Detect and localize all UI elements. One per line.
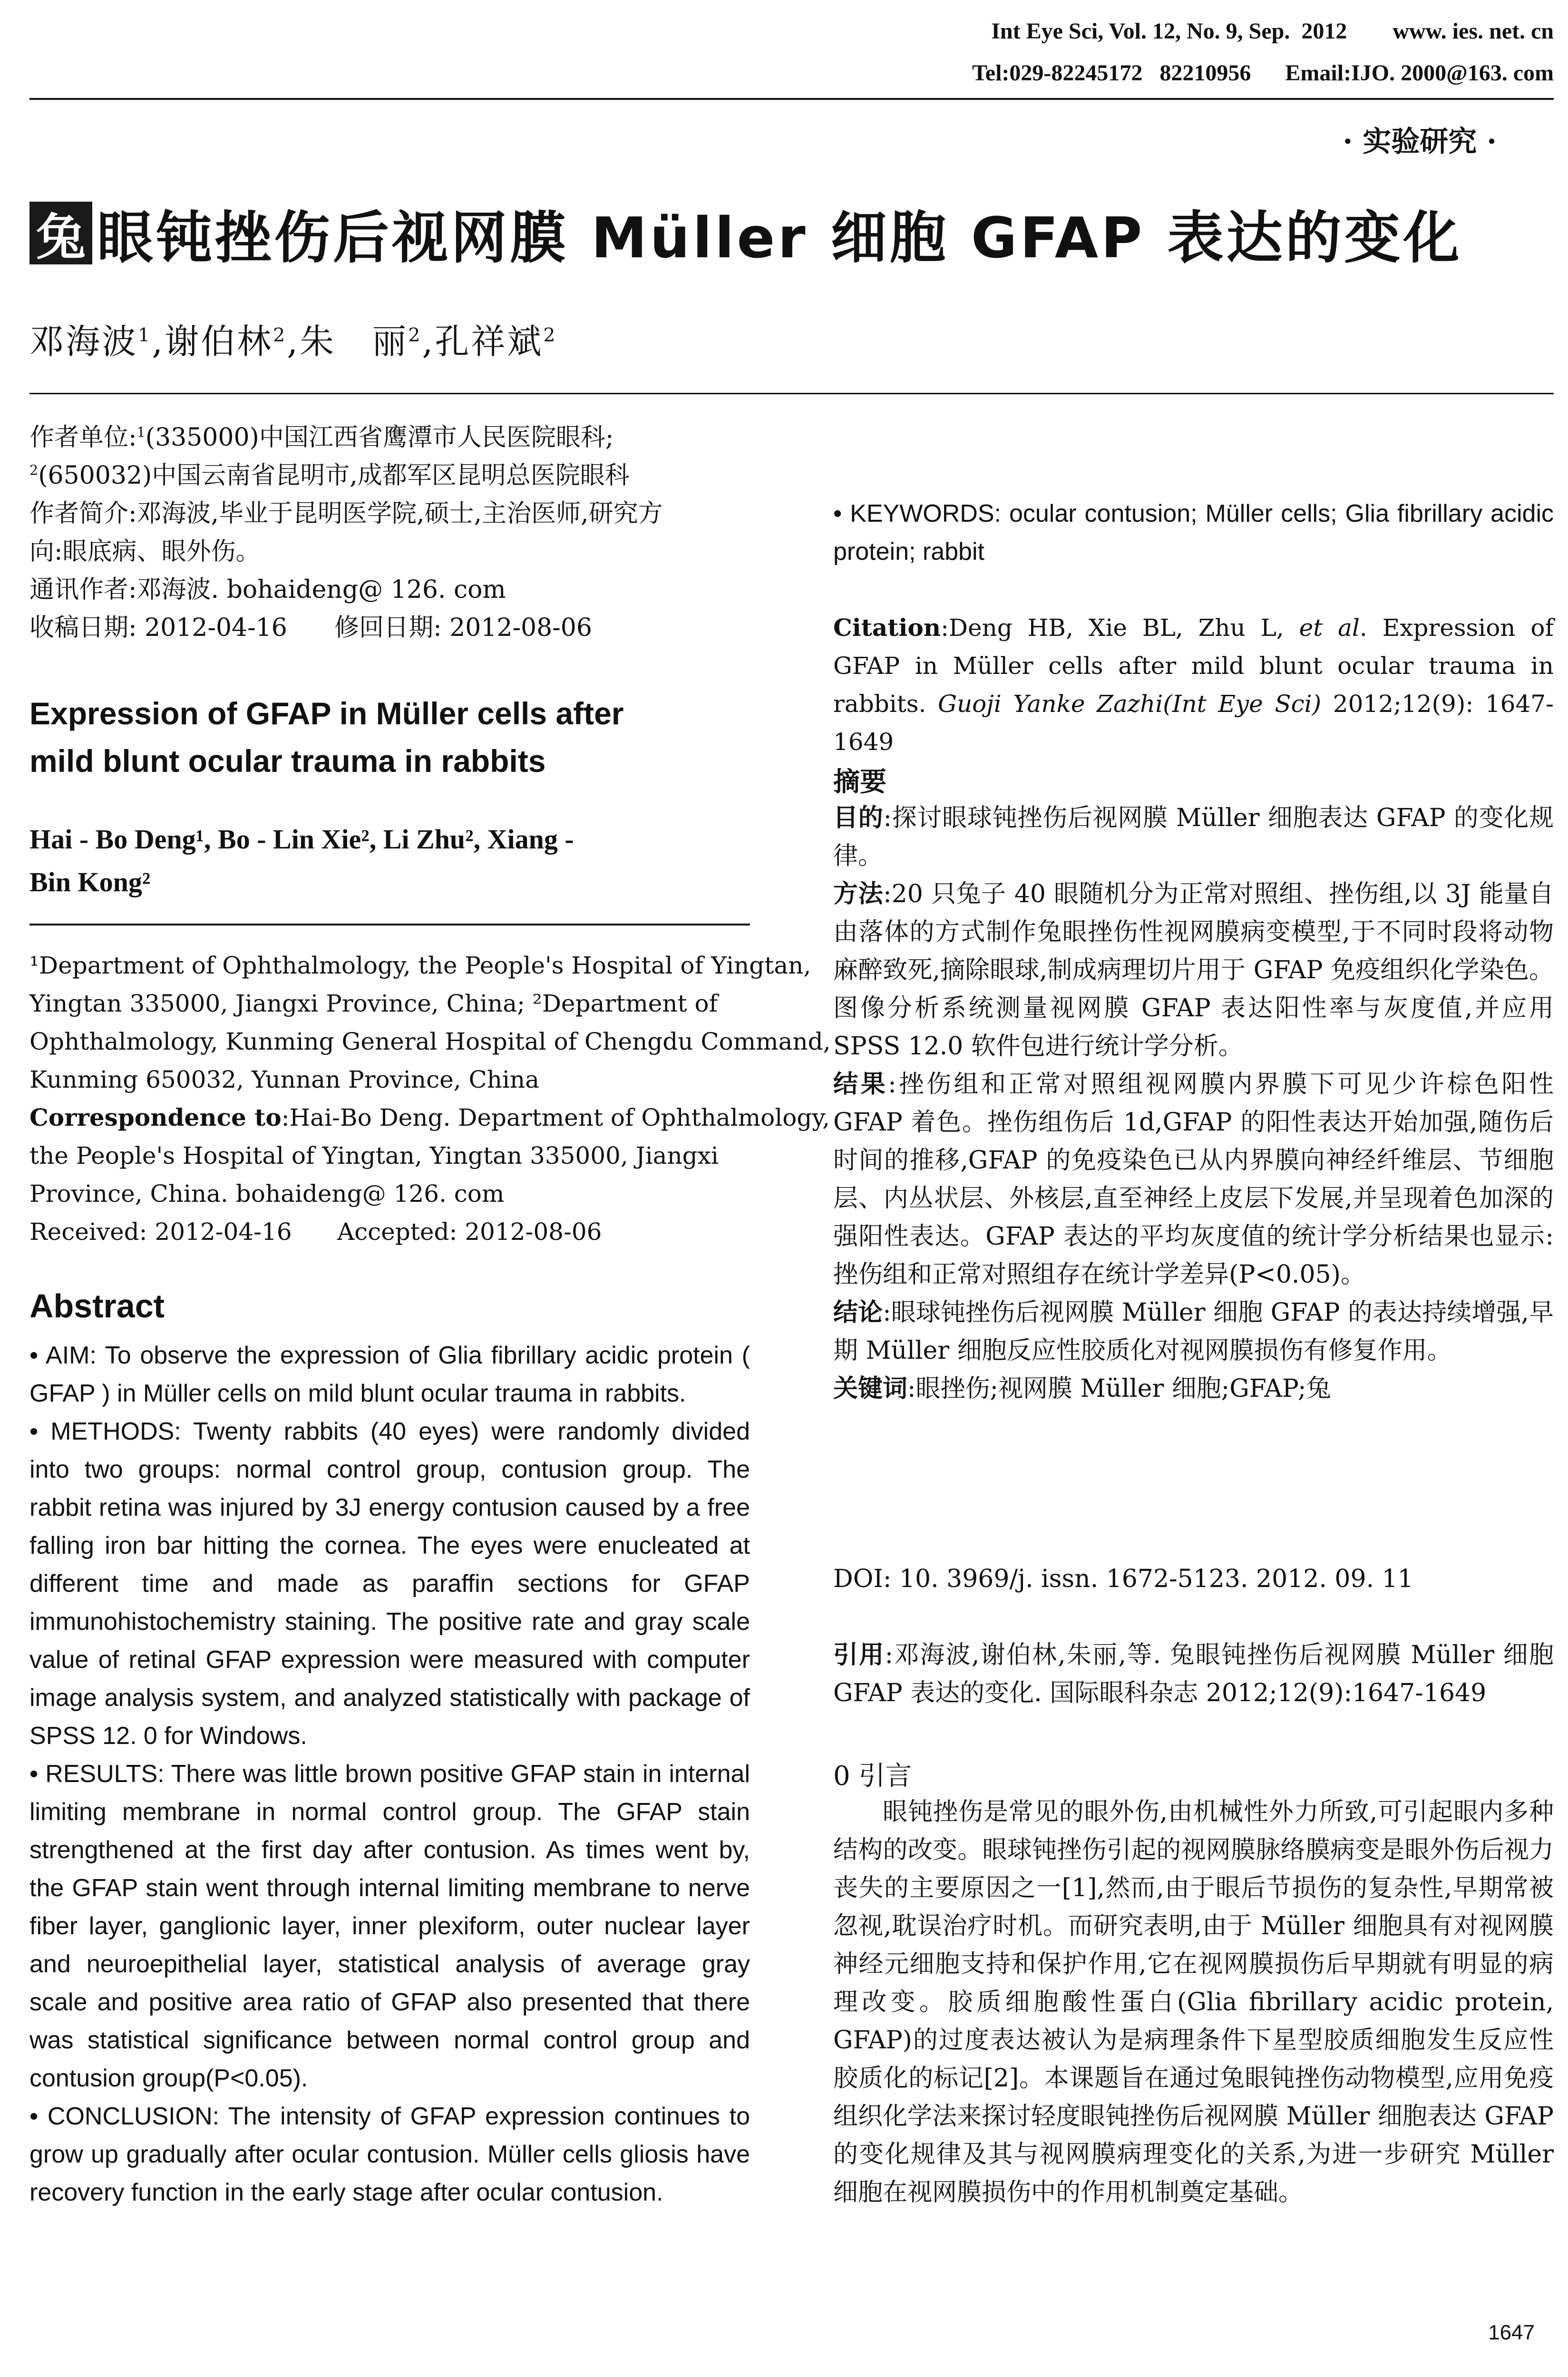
abstract-cn-methods: 方法:20 只兔子 40 眼随机分为正常对照组、挫伤组,以 3J 能量自由落体的方式制作兔眼挫伤性视网膜病变模型,于不同时段将动物麻醉致死,摘除眼球,制成病理切片用于 GFAP 免疫组织化学染色。图像分析系统测量视网膜 GFAP 表达阳性率与灰度值,并应用 SPSS 12.0 软件包进行统计学分析。: [833, 880, 1554, 1061]
dates-cn: 收稿日期: 2012-04-16 修回日期: 2012-08-06: [29, 614, 592, 642]
english-affiliation: ¹Department of Ophthalmology, the People's Hospital of Yingtan, Yingtan 335000, Jiangxi Province, China; ²Department of Ophthalmology, Kunming General Hospital of Chengdu Command, Kunming 650032, Yunnan Province, China Correspondence to:Hai-Bo Deng. Department of Ophthalmology, the People's Hospital of Yingtan, Yingtan 335000, Jiangxi Province, China. bohaideng@ 126. com Received: 2012-04-16 Accepted: 2012-08-06: [29, 952, 831, 1246]
english-authors: Hai - Bo Deng¹, Bo - Lin Xie², Li Zhu², Xiang - Bin Kong²: [29, 824, 574, 897]
page-number: 1647: [1488, 2321, 1535, 2344]
author-name: 孔祥斌: [435, 321, 544, 361]
title-block: [29, 200, 1462, 271]
abstract-cn-aim: 目的:探讨眼球钝挫伤后视网膜 Müller 细胞表达 GFAP 的变化规律。: [833, 804, 1554, 870]
abstract-cn-conclusion: 结论:眼球钝挫伤后视网膜 Müller 细胞 GFAP 的表达持续增强,早期 Müller 细胞反应性胶质化对视网膜损伤有修复作用。: [833, 1298, 1554, 1365]
citation-en: Citation:Deng HB, Xie BL, Zhu L, et al. Expression of GFAP in Müller cells after mild blunt ocular trauma in rabbits. Guoji Yanke Zazhi(Int Eye Sci) 2012;12(9): 1647-1649: [833, 614, 1554, 756]
section-tag: · 实验研究 ·: [1343, 125, 1497, 158]
abstract-en: [29, 1336, 750, 2211]
title-rule: [29, 393, 1554, 394]
journal-info: Int Eye Sci, Vol. 12, No. 9, Sep. 2012 www. ies. net. cn: [991, 19, 1554, 44]
citation-cn: 引用:邓海波,谢伯林,朱丽,等. 兔眼钝挫伤后视网膜 Müller 细胞 GFAP 表达的变化. 国际眼科杂志 2012;12(9):1647-1649: [833, 1641, 1554, 1707]
author-sup: 2: [543, 324, 557, 346]
intro-body: [833, 1793, 1554, 2211]
author-name: 邓海波: [29, 321, 138, 361]
left-column: [29, 419, 831, 2206]
abstract-cn-results: 结果:挫伤组和正常对照组视网膜内界膜下可见少许棕色阳性 GFAP 着色。挫伤组伤后 1d,GFAP 的阳性表达开始加强,随伤后时间的推移,GFAP 的免疫染色已从内界膜向神经纤维层、节细胞层、内丛状层、外核层,直至神经上皮层下发展,并呈现着色加深的强阳性表达。GFAP 表达的平均灰度值的统计学分析结果也显示:挫伤组和正常对照组存在统计学差异(P<0.05)。: [833, 1070, 1554, 1289]
intro-paragraph: 眼钝挫伤是常见的眼外伤,由机械性外力所致,可引起眼内多种结构的改变。眼球钝挫伤引起的视网膜脉络膜病变是眼外伤后视力丧失的主要原因之一[1],然而,由于眼后节损伤的复杂性,早期常被忽视,耽误治疗时机。而研究表明,由于 Müller 细胞具有对视网膜神经元细胞支持和保护作用,它在视网膜损伤后早期就有明显的病理改变。胶质细胞酸性蛋白(Glia fibrillary acidic protein, GFAP)的过度表达被认为是病理条件下星型胶质细胞发生反应性胶质化的标记[2]。本课题旨在通过兔眼钝挫伤动物模型,应用免疫组织化学法来探讨轻度眼钝挫伤后视网膜 Müller 细胞表达 GFAP 的变化规律及其与视网膜病理变化的关系,为进一步研究 Müller 细胞在视网膜损伤中的作用机制奠定基础。: [833, 1798, 1554, 2207]
author-name: 谢伯林: [165, 321, 273, 361]
authors-cn: 邓海波$^1$,谢伯林$^2$,朱 丽$^2$,孔祥斌$^2$: [29, 321, 557, 361]
affiliation-line: 作者单位:$^1$(335000)中国江西省鹰潭市人民医院眼科;: [29, 423, 614, 452]
corresponding-author: 通讯作者:邓海波. bohaideng@ 126. com: [29, 575, 506, 604]
english-title: Expression of GFAP in Müller cells after mild blunt ocular trauma in rabbits: [29, 696, 624, 779]
author-sup: 1: [138, 324, 152, 346]
abstract-en-continued: [833, 419, 1554, 571]
author-bio: 作者简介:邓海波,毕业于昆明医学院,硕士,主治医师,研究方: [29, 499, 663, 528]
author-rule: [29, 924, 750, 925]
affiliation-cn: [29, 419, 750, 647]
abstract-cn-heading: 摘要: [833, 767, 886, 798]
title-badge: 兔: [29, 202, 92, 264]
author-sup: 2: [408, 324, 422, 346]
abstract-aim: • AIM: To observe the expression of Glia fibrillary acidic protein ( GFAP ) in Müller cells on mild blunt ocular trauma in rabbits.: [29, 1342, 750, 1407]
journal-contact: Tel:029-82245172 82210956 Email:IJO. 2000@163. com: [972, 60, 1554, 86]
abstract-results: • RESULTS: There was little brown positive GFAP stain in internal limiting membrane in normal control group. The GFAP stain strengthened at the first day after contusion. As times went by, the GFAP stain went through internal limiting membrane to nerve fiber layer, ganglionic layer, inner plexiform, outer nuclear layer and neuroepithelial layer, statistical analysis of average gray scale and positive area ratio of GFAP also presented that there was statistical significance between normal control group and contusion group(P<0.05).: [29, 1760, 750, 2092]
header-rule: [29, 98, 1554, 100]
author-bio: 向:眼底病、眼外伤。: [29, 537, 261, 566]
abstract-conclusion: • CONCLUSION: The intensity of GFAP expression continues to grow up gradually after ocular contusion. Müller cells gliosis have recovery function in the early stage after ocular contusion.: [29, 2103, 750, 2206]
doi: DOI: 10. 3969/j. issn. 1672-5123. 2012. 09. 11: [833, 1565, 1413, 1593]
page-title: 眼钝挫伤后视网膜 Müller 细胞 GFAP 表达的变化: [97, 205, 1462, 271]
author-name: 朱 丽: [300, 321, 409, 361]
affiliation-line: $^2$(650032)中国云南省昆明市,成都军区昆明总医院眼科: [29, 461, 630, 490]
abstract-methods: • METHODS: Twenty rabbits (40 eyes) were randomly divided into two groups: normal control group, contusion group. The rabbit retina was injured by 3J energy contusion caused by a free falling iron bar hitting the cornea. The eyes were enucleated at different time and made as paraffin sections for GFAP immunohistochemistry staining. The positive rate and gray scale value of retinal GFAP expression were measured with computer image analysis system, and analyzed statistically with package of SPSS 12. 0 for Windows.: [29, 1418, 750, 1750]
author-sup: 2: [273, 324, 287, 346]
abstract-cn: [833, 799, 1554, 1408]
abstract-keywords: • KEYWORDS: ocular contusion; Müller cells; Glia fibrillary acidic protein; rabbit: [833, 500, 1554, 565]
intro-heading: 0 引言: [833, 1761, 912, 1792]
abstract-heading: Abstract: [29, 1287, 165, 1325]
abstract-cn-keywords: 关键词:眼挫伤;视网膜 Müller 细胞;GFAP;兔: [833, 1374, 1331, 1403]
